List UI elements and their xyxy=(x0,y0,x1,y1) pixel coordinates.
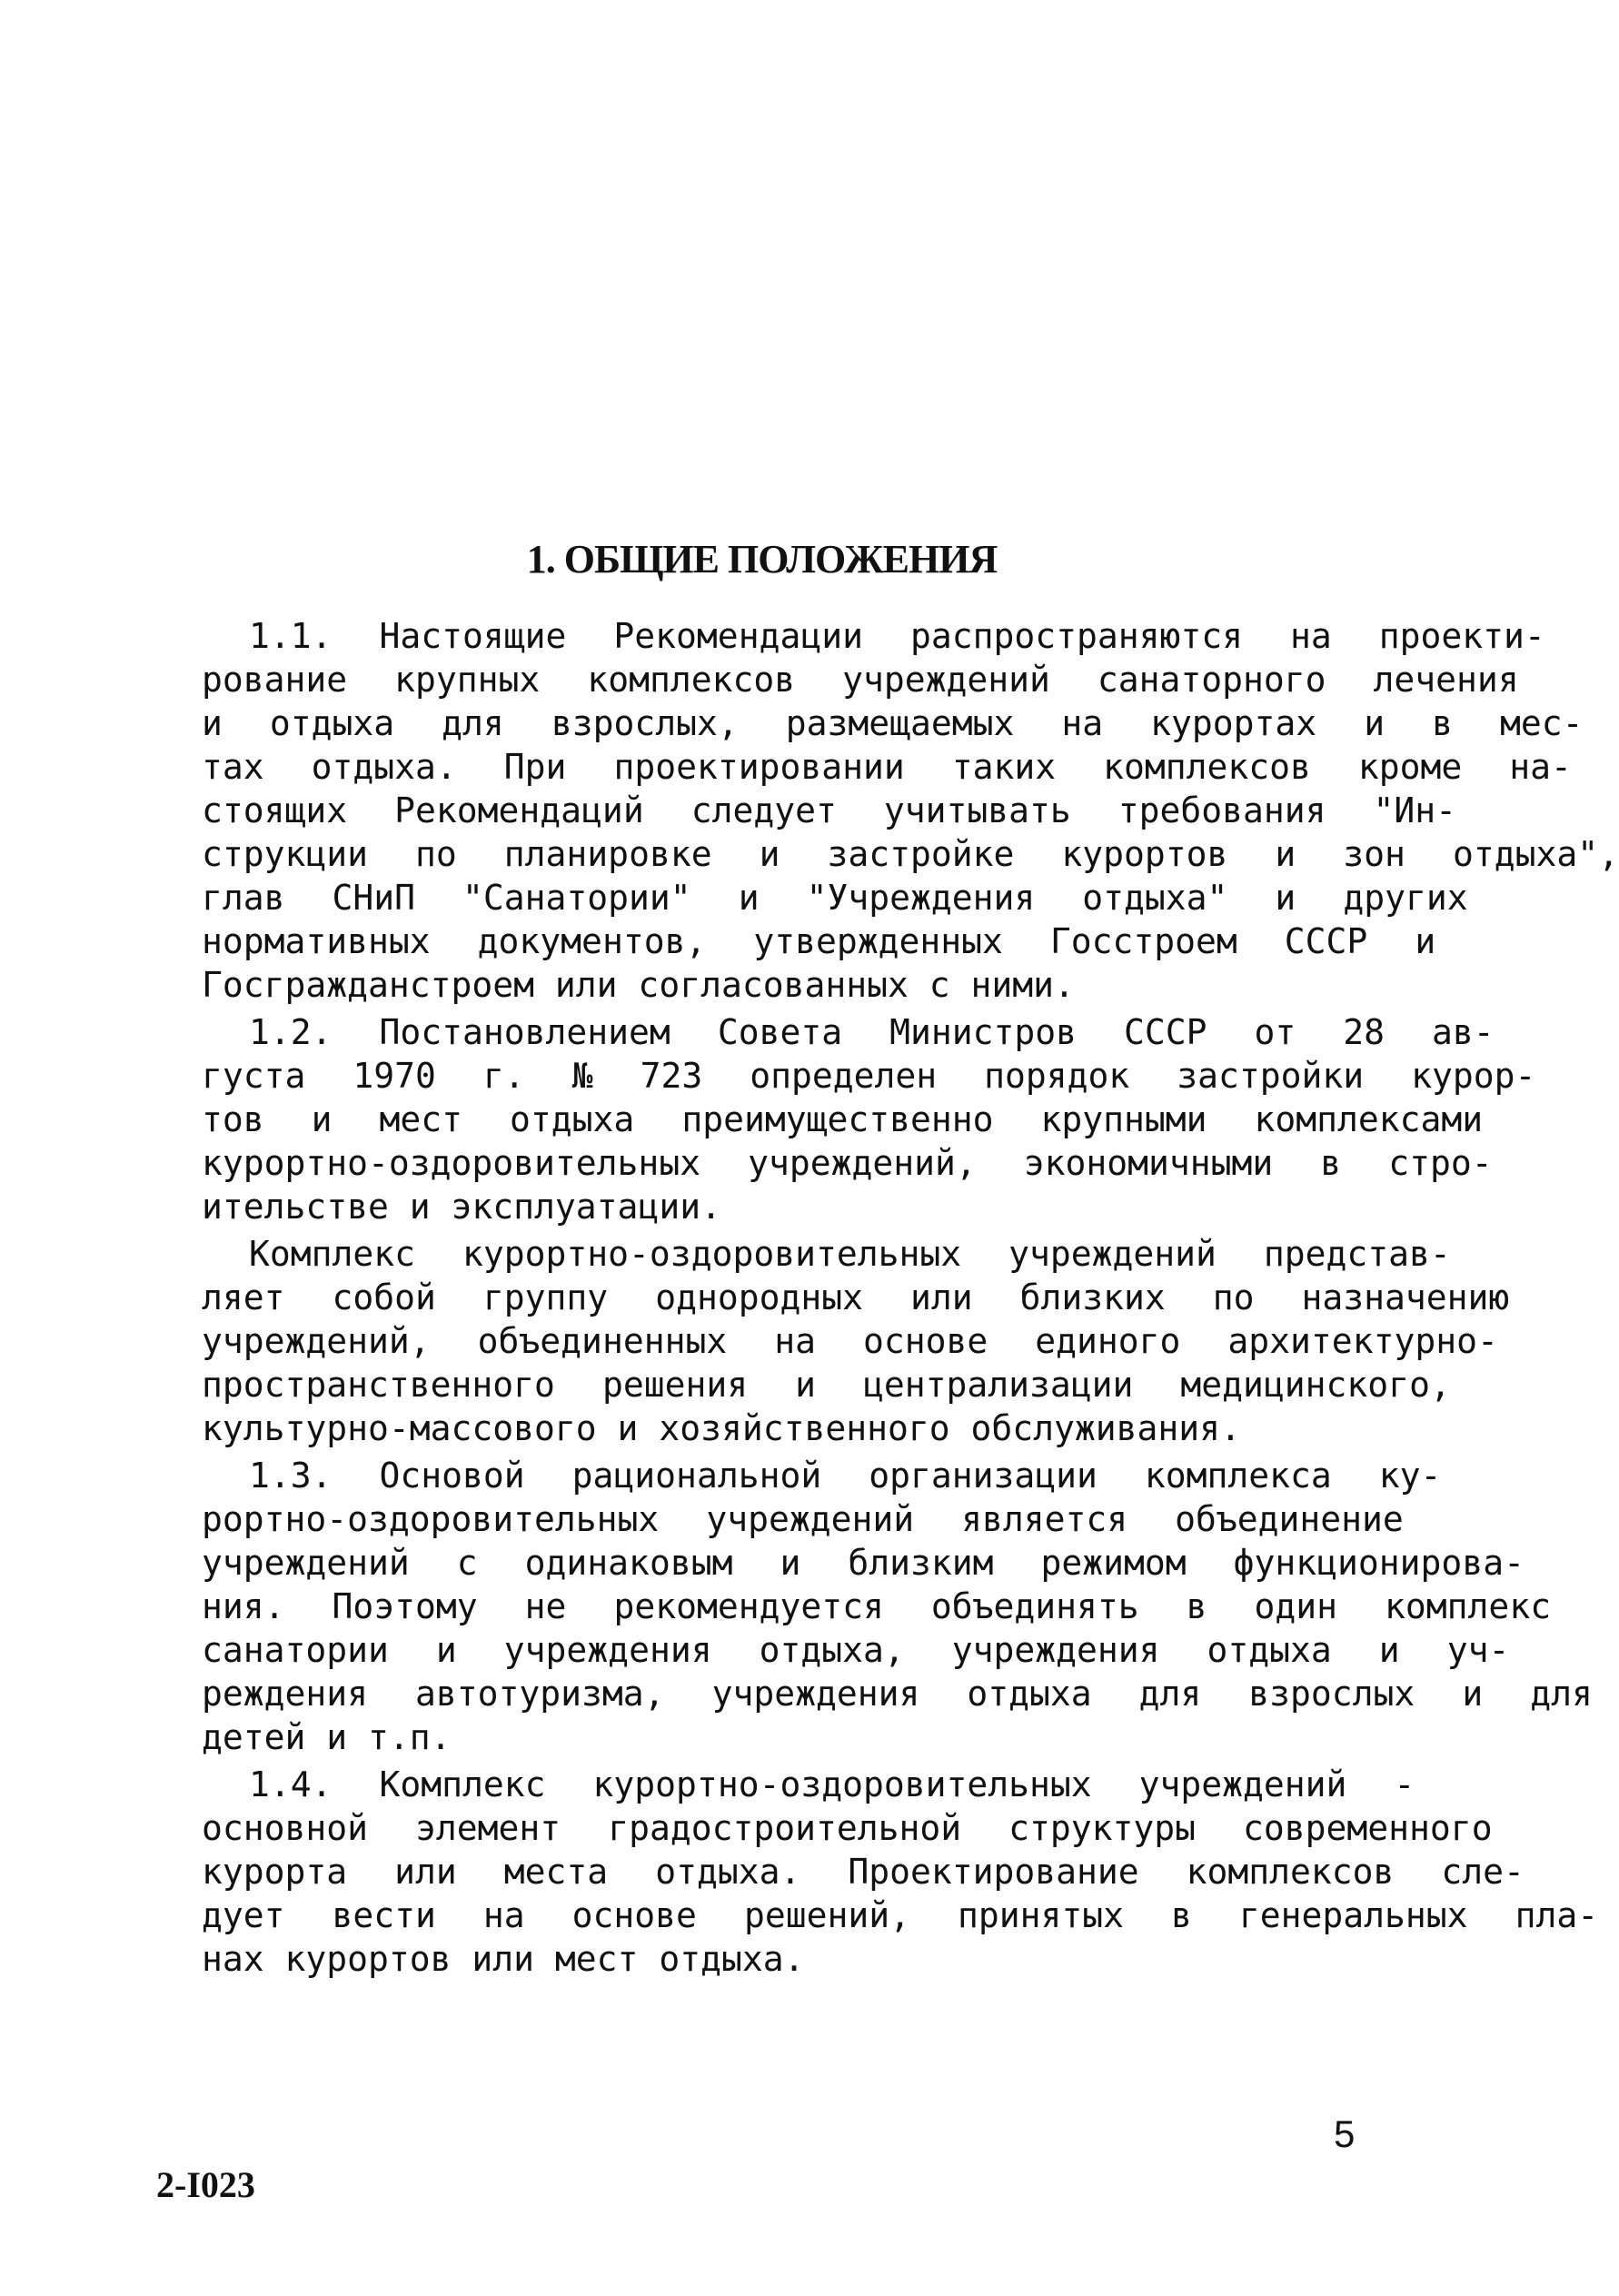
word: кроме xyxy=(1357,747,1463,787)
word: учреждений, xyxy=(748,1143,977,1183)
text-line: детей и т.п. xyxy=(202,1717,452,1757)
text-line xyxy=(154,1628,1510,1672)
word: Совета xyxy=(717,1012,843,1052)
text-line xyxy=(154,1497,1404,1541)
text-line xyxy=(154,876,1468,919)
word: функционирова- xyxy=(1233,1543,1525,1583)
text-line: Госгражданстроем или согласованных с ними. xyxy=(202,965,1075,1005)
word: и xyxy=(738,878,760,918)
word: тов xyxy=(202,1099,264,1139)
word: мес- xyxy=(1499,703,1584,743)
word: решений, xyxy=(743,1895,910,1935)
word: Комплекс xyxy=(249,1234,416,1274)
word: близким xyxy=(848,1543,994,1583)
word: отдыха xyxy=(510,1099,635,1139)
word: генеральных xyxy=(1238,1895,1468,1935)
word: для xyxy=(442,703,504,743)
word: проекти- xyxy=(1378,616,1545,656)
word: следует xyxy=(690,790,837,830)
word: на- xyxy=(1509,747,1572,787)
word: преимущественно xyxy=(681,1099,994,1139)
word: отдыха, xyxy=(759,1630,905,1670)
word: является xyxy=(961,1499,1128,1539)
word: отдыха. xyxy=(311,747,457,787)
text-line xyxy=(154,832,1619,876)
word: размещаемых xyxy=(785,703,1015,743)
word: 1.4. xyxy=(249,1764,333,1804)
word: распространяются xyxy=(909,616,1244,656)
text-line xyxy=(154,1850,1525,1893)
word: уч- xyxy=(1446,1630,1510,1670)
word: реждения xyxy=(202,1674,369,1714)
word: мест xyxy=(379,1099,463,1139)
word: планировке xyxy=(503,834,712,874)
word: и xyxy=(1275,834,1296,874)
word: рекомендуется xyxy=(613,1586,884,1626)
word: рортно-оздоровительных xyxy=(202,1499,660,1539)
word: режимом xyxy=(1040,1543,1187,1583)
word: и xyxy=(435,1630,457,1670)
word: взрослых, xyxy=(551,703,739,743)
word: от xyxy=(1254,1012,1296,1052)
text-line xyxy=(154,919,1436,963)
word: отдыха xyxy=(269,703,395,743)
text-line xyxy=(154,1806,1493,1850)
text-line: нах курортов или мест отдыха. xyxy=(202,1939,805,1979)
word: глав xyxy=(202,878,285,918)
word: комплексов xyxy=(1186,1852,1395,1892)
word: проектировании xyxy=(613,747,905,787)
text-line: ительстве и эксплуатации. xyxy=(202,1187,721,1227)
text-line xyxy=(154,1232,1451,1276)
word: или xyxy=(909,1277,973,1317)
word: объединять xyxy=(930,1586,1139,1626)
word: ляет xyxy=(202,1277,285,1317)
word: СССР xyxy=(1124,1012,1207,1052)
word: густа xyxy=(202,1056,306,1096)
paragraph-1-4 xyxy=(154,1763,1599,1981)
word: назначению xyxy=(1301,1277,1510,1317)
word: принятых xyxy=(957,1895,1125,1935)
word: учреждений xyxy=(842,660,1050,700)
word: в xyxy=(1171,1895,1192,1935)
word: объединение xyxy=(1175,1499,1404,1539)
word: таких xyxy=(951,747,1057,787)
word: Рекомендаций xyxy=(394,790,644,830)
word: в xyxy=(1320,1143,1342,1183)
word: автотуризма, xyxy=(415,1674,665,1714)
text-line xyxy=(154,1363,1451,1406)
text-line xyxy=(154,701,1584,745)
text-line xyxy=(154,1585,1552,1628)
word: ав- xyxy=(1432,1012,1495,1052)
word: на xyxy=(1061,703,1104,743)
word: учитывать xyxy=(883,790,1071,830)
word: 28 xyxy=(1343,1012,1386,1052)
word: пространственного xyxy=(202,1365,555,1405)
word: или xyxy=(394,1852,457,1892)
word: Госстроем xyxy=(1049,921,1237,961)
word: близких xyxy=(1019,1277,1166,1317)
word: собой xyxy=(332,1277,436,1317)
text-line xyxy=(154,745,1572,789)
word: санатории xyxy=(202,1630,389,1670)
word: зон xyxy=(1343,834,1405,874)
word: основе xyxy=(571,1895,697,1935)
word: объединенных xyxy=(477,1321,728,1361)
text-line xyxy=(154,1672,1593,1715)
text-line xyxy=(154,614,1545,658)
word: застройки xyxy=(1177,1056,1365,1096)
word: застройке xyxy=(827,834,1015,874)
word: учреждения xyxy=(503,1630,712,1670)
word: Министров xyxy=(889,1012,1077,1052)
text-line xyxy=(154,658,1519,701)
section-body xyxy=(154,614,1619,1984)
word: лечения xyxy=(1373,660,1519,700)
word: по xyxy=(415,834,457,874)
word: элемент xyxy=(415,1808,561,1848)
word: комплекса xyxy=(1144,1456,1332,1496)
word: одинаковым xyxy=(524,1543,733,1583)
word: "Санатории" xyxy=(462,878,691,918)
word: дует xyxy=(202,1895,285,1935)
text-line xyxy=(154,789,1457,832)
word: порядок xyxy=(984,1056,1130,1096)
word: курорта xyxy=(202,1852,348,1892)
word: на xyxy=(1290,616,1332,656)
word: и xyxy=(1275,878,1296,918)
word: Постановлением xyxy=(379,1012,670,1052)
word: для xyxy=(1138,1674,1202,1714)
section-title: 1. ОБЩИЕ ПОЛОЖЕНИЯ xyxy=(526,537,998,581)
word: на xyxy=(774,1321,816,1361)
word: учреждений xyxy=(706,1499,915,1539)
word: 1.1. xyxy=(249,616,333,656)
word: нормативных xyxy=(202,921,431,961)
word: курортно-оздоровительных xyxy=(202,1143,701,1183)
word: курортно-оздоровительных xyxy=(462,1234,962,1274)
word: отдыха. xyxy=(655,1852,801,1892)
word: санаторного xyxy=(1097,660,1326,700)
word: сле- xyxy=(1441,1852,1525,1892)
word: взрослых xyxy=(1248,1674,1415,1714)
word: основе xyxy=(862,1321,988,1361)
word: в xyxy=(1186,1586,1207,1626)
word: № xyxy=(571,1056,593,1096)
word: и xyxy=(1364,703,1386,743)
word: курортно-оздоровительных xyxy=(592,1764,1092,1804)
word: - xyxy=(1394,1764,1415,1804)
word: СССР xyxy=(1284,921,1368,961)
word: комплекс xyxy=(1385,1586,1552,1626)
word: вести xyxy=(332,1895,436,1935)
word: медицинского, xyxy=(1180,1365,1451,1405)
word: с xyxy=(456,1543,478,1583)
word: определен xyxy=(750,1056,938,1096)
word: курортах xyxy=(1150,703,1317,743)
word: комплексов xyxy=(587,660,796,700)
word: требования xyxy=(1117,790,1326,830)
word: градостроительной xyxy=(608,1808,962,1848)
word: Рекомендации xyxy=(613,616,863,656)
word: и xyxy=(795,1365,816,1405)
word: 1970 xyxy=(353,1056,436,1096)
word: экономичными xyxy=(1023,1143,1274,1183)
word: При xyxy=(503,747,567,787)
word: архитектурно- xyxy=(1227,1321,1498,1361)
text-line xyxy=(154,1541,1525,1585)
word: Настоящие xyxy=(379,616,567,656)
word: других xyxy=(1343,878,1468,918)
word: стро- xyxy=(1388,1143,1493,1183)
word: отдыха" xyxy=(1082,878,1228,918)
word: и xyxy=(1415,921,1436,961)
word: не xyxy=(524,1586,567,1626)
text-line xyxy=(154,1319,1498,1363)
word: группу xyxy=(482,1277,609,1317)
word: тах xyxy=(202,747,264,787)
word: и xyxy=(1378,1630,1400,1670)
word: Основой xyxy=(379,1456,525,1496)
word: организации xyxy=(869,1456,1098,1496)
word: и xyxy=(202,703,223,743)
word: ку- xyxy=(1378,1456,1442,1496)
word: рациональной xyxy=(571,1456,822,1496)
text-line xyxy=(154,1054,1536,1098)
text-line xyxy=(154,1893,1599,1937)
word: утвержденных xyxy=(753,921,1003,961)
paragraph-1-2 xyxy=(154,1010,1536,1228)
word: крупными xyxy=(1040,1099,1207,1139)
text-line xyxy=(154,1098,1484,1141)
word: пла- xyxy=(1515,1895,1599,1935)
word: современного xyxy=(1243,1808,1493,1848)
paragraph-complex-definition xyxy=(154,1232,1510,1450)
page-number: 5 xyxy=(1334,2112,1356,2155)
word: и xyxy=(1462,1674,1484,1714)
word: 1.2. xyxy=(249,1012,333,1052)
word: однородных xyxy=(655,1277,863,1317)
word: учреждений xyxy=(1008,1234,1217,1274)
word: на xyxy=(482,1895,525,1935)
word: учреждений, xyxy=(202,1321,431,1361)
word: для xyxy=(1530,1674,1593,1714)
word: структуры xyxy=(1008,1808,1197,1848)
word: отдыха", xyxy=(1452,834,1619,874)
word: документов, xyxy=(477,921,707,961)
word: Поэтому xyxy=(332,1586,478,1626)
word: один xyxy=(1254,1586,1338,1626)
word: курор- xyxy=(1411,1056,1536,1096)
word: единого xyxy=(1035,1321,1181,1361)
word: Комплекс xyxy=(379,1764,546,1804)
word: "Ин- xyxy=(1373,790,1457,830)
word: 723 xyxy=(640,1056,703,1096)
word: и xyxy=(311,1099,333,1139)
text-line: культурно-массового и хозяйственного обслуживания. xyxy=(202,1408,1241,1448)
word: "Учреждения xyxy=(806,878,1036,918)
paragraph-1-3 xyxy=(154,1454,1593,1759)
sheet-code: 2-I023 xyxy=(156,2164,255,2205)
word: комплексов xyxy=(1103,747,1311,787)
word: по xyxy=(1212,1277,1255,1317)
word: ния. xyxy=(202,1586,285,1626)
word: Проектирование xyxy=(848,1852,1139,1892)
word: представ- xyxy=(1263,1234,1451,1274)
text-line xyxy=(154,1454,1442,1497)
word: комплексами xyxy=(1254,1099,1484,1139)
word: основной xyxy=(202,1808,369,1848)
text-line xyxy=(154,1010,1495,1054)
word: в xyxy=(1432,703,1453,743)
word: учреждения xyxy=(951,1630,1160,1670)
text-line xyxy=(154,1276,1510,1319)
word: СНиП xyxy=(332,878,416,918)
word: 1.3. xyxy=(249,1456,333,1496)
word: курортов xyxy=(1061,834,1228,874)
word: централизации xyxy=(862,1365,1134,1405)
word: и xyxy=(780,1543,801,1583)
word: учреждений xyxy=(202,1543,410,1583)
word: стоящих xyxy=(202,790,348,830)
word: отдыха xyxy=(967,1674,1092,1714)
paragraph-1-1 xyxy=(154,614,1619,1007)
word: отдыха xyxy=(1207,1630,1332,1670)
word: струкции xyxy=(202,834,369,874)
word: крупных xyxy=(394,660,541,700)
word: учреждений xyxy=(1138,1764,1347,1804)
word: и xyxy=(759,834,780,874)
word: решения xyxy=(601,1365,749,1405)
word: учреждения xyxy=(711,1674,920,1714)
word: г. xyxy=(482,1056,525,1096)
text-line xyxy=(154,1763,1415,1806)
word: места xyxy=(503,1852,609,1892)
text-line xyxy=(154,1141,1493,1185)
word: рование xyxy=(202,660,348,700)
